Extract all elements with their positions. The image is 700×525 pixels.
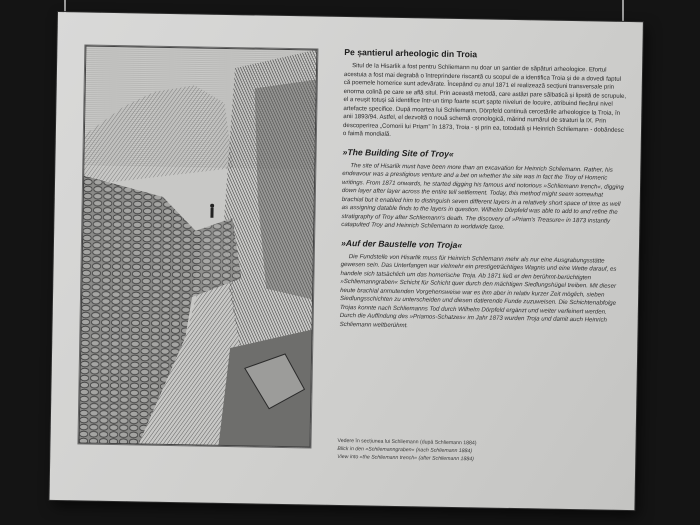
paragraph-romanian: Situl de la Hisarlik a fost pentru Schliemann nu doar un șantier de săpături arheologice. Efortul acestuia a fost mai degrabă o întreprindere riscantă cu scopul de a identifica Troia și de a dovedi faptul că poemele homerice sunt adevărate. Începând cu anul 1871 el realizează secțiuni transversale prin enorma colină pe care se află situl. Prin această metodă, care astăzi pare sălbatică și lipsită de scrupule, el a reușit totuși să identifice într-un timp foarte scurt șapte niveluri de locuire, atribuind fiecărui nivel artefacte specifice. După moartea lui Schliemann, Dörpfeld continuă cercetările arheologice la Troia, în anii 1893/94. Astfel, el dezvoltă o nouă schemă cronologică, mărind numărul de straturi la IX. Prin descoperirea „Comorii lui Priam” în 1873, Troia - și prin ea, totodată și Heinrich Schliemann - dobândesc o faimă mondială.: [342, 62, 627, 138]
caption-german: Blick in den »Schliemanngraben« (nach Schliemann 1884): [337, 445, 473, 455]
hanging-wire-right: [622, 0, 624, 24]
caption-romanian: Vedere în secțiunea lui Schliemann (după Schliemann 1884): [337, 437, 477, 447]
heading-romanian: Pe șantierul arheologic din Troia: [344, 47, 478, 60]
heading-german: »Auf der Baustelle von Troja«: [340, 237, 463, 250]
exhibition-panel: [49, 12, 642, 510]
text-column: [339, 47, 627, 342]
paragraph-german: Die Fundstelle von Hisarlik muss für Heinrich Schliemann mehr als nur eine Ausgrabungsstätte gewesen sein. Das Unterfangen war vielmehr ein prestigeträchtiges Wagnis und eine Wette darauf, es handele sich tatsächlich um das homerische Troja. Ab 1871 ließ er den berühmt-berüchtigten »Schliemanngraben« Schicht für Schicht quer durch den mächtigen Siedlungshügel treiben. Mit dieser heute brachial anmutenden Vorgehensweise war es ihm aber in relativ kurzer Zeit möglich, sieben Siedlungsschichten zu unterscheiden und diesen datierende Funde zuzuweisen. Die Schichtenabfolge Trojas konnte nach Schliemanns Tod durch Wilhelm Dörpfeld ergänzt und weiter verfeinert werden. Durch die Auffindung des »Priamos-Schatzes« im Jahr 1873 wurden Troja und damit auch Heinrich Schliemann weltberühmt.: [339, 252, 617, 329]
image-captions: [337, 437, 587, 465]
heading-english: »The Building Site of Troy«: [342, 146, 454, 159]
paragraph-english: The site of Hisarlik must have been more than an excavation for Heinrich Schliemann. Rather, his endeavour was a prestigious venture and a bet on whether the site was in fact the Troy of Homeric writings. From 1871 onwards, he started digging his famous and notorious »Schliemann trench«, digging down layer after layer across the entire tell settlement. Today, this method might seem somewhat brachial but it enabled him to distinguish seven different layers in a relatively short space of time as well as assigning datable finds to the layers in question. Wilhelm Dörpfeld was able to add to and refine the stratigraphy of Troy after Schliemann's death. The discovery of »Priam's Treasure« in 1873 instantly catapulted Troy and Heinrich Schliemann to worldwide fame.: [341, 161, 624, 231]
caption-english: View into »the Schliemann trench« (after Schliemann 1884): [337, 453, 474, 463]
schliemann-trench-engraving: [77, 44, 318, 448]
